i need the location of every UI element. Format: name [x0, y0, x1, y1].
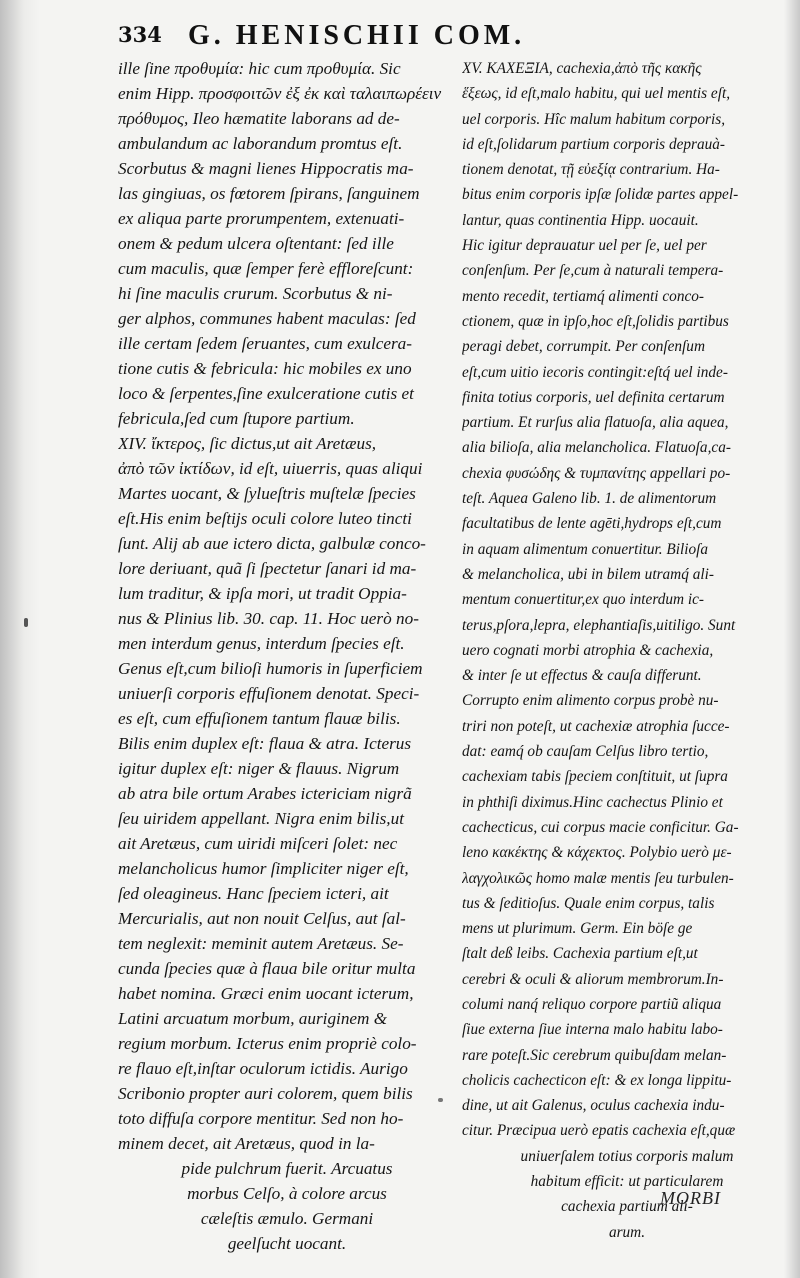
text-line: id eſt,ſolidarum partium corporis deprauà-: [462, 135, 726, 153]
text-line: Bilis enim duplex eſt: flaua & atra. Icterus: [118, 734, 412, 753]
page-binding-shadow: [0, 0, 40, 1278]
text-line: ambulandum ac laborandum promtus eſt.: [118, 134, 403, 153]
text-line: facultatibus de lente agēti,hydrops eſt,cum: [462, 515, 722, 533]
text-line: πρόθυμος, Ileo hæmatite laborans ad de-: [118, 109, 400, 128]
text-line: ἀπὸ τῶν ἰκτίδων, id eſt, uiuerris, quas aliqui: [118, 459, 423, 478]
text-line: mens ut plurimum. Germ. Ein böſe ge: [462, 920, 693, 938]
text-line: cholicis cachecticon eſt: & ex longa lippitu-: [462, 1071, 732, 1089]
text-line: tione cutis & febricula: hic mobiles ex uno: [118, 359, 412, 378]
text-line: Hic igitur deprauatur uel per ſe, uel per: [462, 237, 707, 255]
running-head: [118, 18, 638, 52]
text-line: cachexia partium ali-: [561, 1198, 693, 1216]
text-line: nus & Plinius lib. 30. cap. 11. Hoc uerò no-: [118, 609, 419, 628]
text-line: teſt. Aquea Galeno lib. 1. de alimentorum: [462, 490, 717, 508]
text-line: columi nanq́ reliquo corpore partiũ aliqua: [462, 995, 722, 1013]
text-line: uniuerſi corporis effuſionem denotat. Speci-: [118, 684, 420, 703]
text-line: arum.: [608, 1223, 646, 1241]
text-line: minem decet, ait Aretæus, quod in la-: [118, 1134, 375, 1153]
text-line: mentum conuertitur,ex quo interdum ic-: [462, 591, 705, 609]
text-line: onem & pedum ulcera oſtentant: ſed ille: [118, 234, 394, 253]
text-line: Mercurialis, aut non nouit Celſus, aut ſal-: [118, 909, 406, 928]
text-line: las gingiuas, os fœtorem ſpirans, ſanguinem: [118, 184, 420, 203]
text-line: ſed oleagineus. Hanc ſpeciem icteri, ait: [118, 884, 389, 903]
text-line: ab atra bile ortum Arabes ictericiam nigrã: [118, 784, 412, 803]
text-line: Genus eſt,cum bilioſi humoris in ſuperficiem: [118, 659, 423, 678]
text-line: eſt.His enim beſtijs oculi colore luteo tincti: [118, 509, 412, 528]
text-line: ait Aretæus, cum uiridi miſceri ſolet: nec: [118, 834, 398, 853]
text-line: triri non poteſt, ut cachexiæ atrophia ſucce-: [462, 717, 730, 735]
catchword: MORBI: [660, 1188, 721, 1208]
text-line: lum traditur, & ipſa mori, ut tradit Oppia-: [118, 584, 407, 603]
text-line: eſt,cum uitio iecoris contingit:eſtq́ uel inde-: [462, 363, 728, 381]
text-line: & melancholica, ubi in bilem utramq́ ali-: [462, 565, 714, 583]
text-line: loco & ſerpentes,ſine exulceratione cutis et: [118, 384, 414, 403]
text-line: es eſt, cum effuſionem tantum flauæ bilis.: [118, 709, 401, 728]
text-line: ſunt. Alij ab aue ictero dicta, galbulæ conco-: [118, 534, 426, 553]
page-title: G. HENISCHII COM.: [188, 20, 526, 51]
text-line: enim Hipp. προσφοιτῶν ἐξ ἐκ καὶ ταλαιπωρέειν: [118, 84, 442, 103]
text-line: terus,pſora,lepra, elephantiaſis,uitiligo. Sunt: [462, 616, 736, 634]
text-line: cachexiam tabis ſpeciem conſtituit, ut ſupra: [462, 768, 728, 786]
text-line: cachecticus, cui corpus macie conficitur. Ga-: [462, 818, 739, 836]
text-line: peragi debet, corrumpit. Per conſenſum: [462, 338, 706, 356]
text-line: λαγχολικῶς homo malæ mentis ſeu turbulen-: [462, 869, 734, 887]
text-line: habitum efficit: ut particularem: [530, 1173, 724, 1191]
text-line: toto diffuſa corpore mentitur. Sed non ho-: [118, 1109, 404, 1128]
page-number: 334: [118, 22, 162, 47]
text-line: ille ſine προθυμία: hic cum προθυμία. Sic: [118, 59, 401, 78]
text-line: Martes uocant, & ſylueſtris muſtelæ ſpecies: [118, 484, 416, 503]
text-line: rare poteſt.Sic cerebrum quibuſdam melan-: [462, 1046, 727, 1064]
text-line: ctionem, quæ in ipſo,hoc eſt,ſolidis partibus: [462, 312, 729, 330]
text-line: in phthiſi diximus.Hinc cachectus Plinio et: [462, 793, 723, 811]
text-line: uero cognati morbi atrophia & cachexia,: [462, 641, 714, 659]
ink-mark: [24, 618, 28, 627]
text-line: citur. Præcipua uerò epatis cachexia eſt,quæ: [462, 1122, 736, 1140]
text-line: tus & ſeditioſus. Quale enim corpus, talis: [462, 894, 715, 912]
text-line: igitur duplex eſt: niger & flauus. Nigrum: [118, 759, 400, 778]
text-line: chexia φυσώδης & τυμπανίτης appellari po-: [462, 464, 731, 482]
text-line: Scribonio propter auri colorem, quem bilis: [118, 1084, 413, 1103]
right-column: [462, 56, 792, 1245]
text-line: hi ſine maculis crurum. Scorbutus & ni-: [118, 284, 393, 303]
text-line: ſeu uiridem appellant. Nigra enim bilis,ut: [118, 809, 404, 828]
text-line: men interdum genus, interdum ſpecies eſt.: [118, 634, 405, 653]
text-line: uel corporis. Hîc malum habitum corporis,: [462, 110, 726, 128]
text-line: pide pulchrum fuerit. Arcuatus: [181, 1159, 393, 1178]
text-line: conſenſum. Per ſe,cum à naturali tempera-: [462, 262, 724, 280]
text-line: cum maculis, quæ ſemper ferè effloreſcunt:: [118, 259, 414, 278]
text-line: febricula,ſed cum ſtupore partium.: [118, 409, 355, 428]
text-line: regium morbum. Icterus enim propriè colo-: [118, 1034, 417, 1053]
text-line: ſtalt deß leibs. Cachexia partium eſt,ut: [462, 945, 698, 963]
text-line: lantur, quas continentia Hipp. uocauit.: [462, 211, 699, 229]
text-line: dine, ut ait Galenus, oculus cachexia indu-: [462, 1097, 725, 1115]
text-line: tem neglexit: meminit autem Aretæus. Se-: [118, 934, 404, 953]
text-line: melancholicus humor ſimpliciter niger eſt,: [118, 859, 409, 878]
text-line: geelſucht uocant.: [227, 1234, 347, 1253]
text-line: ſiue externa ſiue interna malo habitu labo-: [462, 1021, 723, 1039]
text-line: alia bilioſa, alia melancholica. Flatuoſa,ca-: [462, 439, 731, 457]
text-line: cunda ſpecies quæ à flaua bile oritur multa: [118, 959, 416, 978]
text-line: XV. ΚΑΧΕΞΙΑ, cachexia,ἀπὸ τῆς κακῆς: [462, 60, 702, 77]
text-line: leno κακέκτης & κάχεκτος. Polybio uerò με-: [462, 844, 732, 862]
text-line: uniuerſalem totius corporis malum: [520, 1147, 734, 1165]
text-line: ger alphos, communes habent maculas: ſed: [118, 309, 416, 328]
text-line: cæleſtis æmulo. Germani: [200, 1209, 374, 1228]
text-line: ἕξεως, id eſt,malo habitu, qui uel mentis eſt,: [462, 85, 731, 103]
text-line: ille certam ſedem ſeruantes, cum exulcera-: [118, 334, 412, 353]
text-line: Scorbutus & magni lienes Hippocratis ma-: [118, 159, 414, 178]
text-line: XIV. ἴκτερος, ſic dictus,ut ait Aretæus,: [118, 434, 377, 453]
text-line: re flauo eſt,inſtar oculorum ictidis. Aurigo: [118, 1059, 408, 1078]
text-line: Latini arcuatum morbum, auriginem &: [118, 1009, 388, 1028]
text-line: finita totius corporis, uel definita certarum: [462, 388, 725, 406]
text-line: cerebri & oculi & aliorum membrorum.In-: [462, 970, 724, 988]
left-column: [118, 56, 456, 1256]
text-line: mento recedit, tertiamq́ alimenti conco-: [462, 287, 704, 305]
text-line: Corrupto enim alimento corpus probè nu-: [462, 692, 719, 710]
text-line: & inter ſe ut effectus & cauſa differunt.: [462, 667, 702, 685]
text-line: tionem denotat, τῇ εὐεξίᾳ contrarium. Ha-: [462, 161, 720, 179]
text-line: bitus enim corporis ipſæ ſolidæ partes appel-: [462, 186, 739, 204]
text-line: habet nomina. Græci enim uocant icterum,: [118, 984, 414, 1003]
text-line: in aquam alimentum conuertitur. Bilioſa: [462, 540, 709, 558]
text-line: partium. Et rurſus alia flatuoſa, alia aquea,: [462, 414, 729, 432]
text-line: dat: eamq́ ob cauſam Celſus libro tertio,: [462, 743, 709, 761]
text-line: lore deriuant, quã ſi ſpectetur ſanari id ma-: [118, 559, 417, 578]
text-line: ex aliqua parte prorumpentem, extenuati-: [118, 209, 405, 228]
text-line: morbus Celſo, à colore arcus: [187, 1184, 387, 1203]
